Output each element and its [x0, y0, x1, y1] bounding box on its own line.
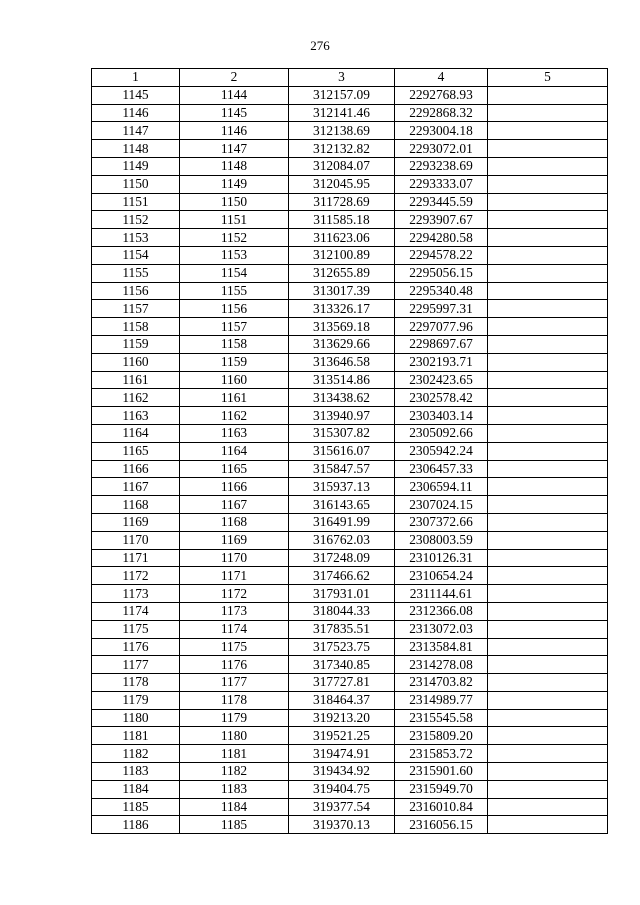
table-cell: 1164	[92, 424, 180, 442]
column-header: 4	[395, 69, 488, 87]
table-cell: 1145	[180, 104, 289, 122]
table-cell: 1163	[92, 407, 180, 425]
table-cell: 1156	[180, 300, 289, 318]
table-cell	[488, 585, 608, 603]
table-cell: 313438.62	[289, 389, 395, 407]
table-cell	[488, 602, 608, 620]
column-header: 1	[92, 69, 180, 87]
table-cell: 1181	[180, 745, 289, 763]
table-cell: 1179	[180, 709, 289, 727]
table-cell: 312132.82	[289, 140, 395, 158]
table-cell: 2311144.61	[395, 585, 488, 603]
table-cell	[488, 389, 608, 407]
table-cell: 1166	[92, 460, 180, 478]
table-cell	[488, 727, 608, 745]
table-row	[92, 389, 608, 407]
table-cell: 312138.69	[289, 122, 395, 140]
table-cell: 2307024.15	[395, 496, 488, 514]
table-cell: 1161	[180, 389, 289, 407]
table-cell: 2315545.58	[395, 709, 488, 727]
table-cell: 1170	[92, 531, 180, 549]
table-cell: 2293238.69	[395, 157, 488, 175]
table-cell: 316491.99	[289, 513, 395, 531]
table-cell: 2306457.33	[395, 460, 488, 478]
table-row	[92, 585, 608, 603]
table-cell: 2313584.81	[395, 638, 488, 656]
table-cell: 1146	[180, 122, 289, 140]
table-cell: 1155	[92, 264, 180, 282]
table-cell: 318464.37	[289, 691, 395, 709]
table-row	[92, 709, 608, 727]
table-row	[92, 460, 608, 478]
table-cell: 2302193.71	[395, 353, 488, 371]
table-cell	[488, 300, 608, 318]
table-cell: 319434.92	[289, 763, 395, 781]
table-cell: 315616.07	[289, 442, 395, 460]
table-cell: 2315901.60	[395, 763, 488, 781]
table-row	[92, 816, 608, 834]
table-row	[92, 638, 608, 656]
table-cell: 1170	[180, 549, 289, 567]
table-row	[92, 122, 608, 140]
table-cell: 2303403.14	[395, 407, 488, 425]
table-cell: 1148	[180, 157, 289, 175]
table-cell: 311585.18	[289, 211, 395, 229]
table-cell: 319213.20	[289, 709, 395, 727]
table-row	[92, 300, 608, 318]
table-cell: 1171	[180, 567, 289, 585]
table-cell: 316762.03	[289, 531, 395, 549]
table-cell	[488, 371, 608, 389]
table-cell: 1159	[92, 335, 180, 353]
table-cell	[488, 157, 608, 175]
table-cell	[488, 86, 608, 104]
table-cell: 1181	[92, 727, 180, 745]
table-cell: 2316056.15	[395, 816, 488, 834]
table-cell	[488, 140, 608, 158]
table-cell: 2293333.07	[395, 175, 488, 193]
table-cell: 1157	[92, 300, 180, 318]
table-row	[92, 674, 608, 692]
table-cell: 319404.75	[289, 780, 395, 798]
table-cell: 1153	[180, 246, 289, 264]
table-cell: 1144	[180, 86, 289, 104]
table-cell: 1175	[180, 638, 289, 656]
table-cell: 1161	[92, 371, 180, 389]
table-cell: 1184	[180, 798, 289, 816]
table-cell: 313326.17	[289, 300, 395, 318]
table-cell	[488, 549, 608, 567]
table-cell: 1185	[180, 816, 289, 834]
table-cell	[488, 709, 608, 727]
table-cell: 311623.06	[289, 229, 395, 247]
table-cell: 1147	[180, 140, 289, 158]
table-cell: 1174	[92, 602, 180, 620]
table-cell: 1152	[180, 229, 289, 247]
table-cell: 2298697.67	[395, 335, 488, 353]
table-row	[92, 157, 608, 175]
table-row	[92, 513, 608, 531]
table-cell: 317466.62	[289, 567, 395, 585]
table-cell: 1182	[180, 763, 289, 781]
table-cell: 1172	[92, 567, 180, 585]
table-cell: 1166	[180, 478, 289, 496]
table-cell: 1171	[92, 549, 180, 567]
table-cell: 1165	[92, 442, 180, 460]
table-cell: 1185	[92, 798, 180, 816]
table-cell: 313569.18	[289, 318, 395, 336]
table-cell: 2295056.15	[395, 264, 488, 282]
table-cell: 1186	[92, 816, 180, 834]
table-cell: 1176	[180, 656, 289, 674]
table-row	[92, 567, 608, 585]
table-cell: 317340.85	[289, 656, 395, 674]
table-cell: 2315949.70	[395, 780, 488, 798]
table-cell: 2294280.58	[395, 229, 488, 247]
table-cell	[488, 122, 608, 140]
table-row	[92, 602, 608, 620]
table-cell: 1160	[92, 353, 180, 371]
table-row	[92, 478, 608, 496]
table-row	[92, 531, 608, 549]
table-cell: 1151	[180, 211, 289, 229]
table-cell: 319521.25	[289, 727, 395, 745]
table-cell: 1145	[92, 86, 180, 104]
table-cell: 2314278.08	[395, 656, 488, 674]
table-cell	[488, 193, 608, 211]
table-cell	[488, 175, 608, 193]
table-cell: 2293072.01	[395, 140, 488, 158]
table-cell	[488, 531, 608, 549]
table-cell	[488, 104, 608, 122]
table-cell: 1180	[92, 709, 180, 727]
coordinates-table	[91, 68, 608, 834]
table-cell	[488, 763, 608, 781]
table-row	[92, 86, 608, 104]
table-cell	[488, 229, 608, 247]
table-cell: 318044.33	[289, 602, 395, 620]
table-cell	[488, 335, 608, 353]
table-cell: 1167	[92, 478, 180, 496]
table-cell	[488, 567, 608, 585]
table-cell: 1178	[180, 691, 289, 709]
table-cell: 2314989.77	[395, 691, 488, 709]
table-cell: 313017.39	[289, 282, 395, 300]
table-cell	[488, 353, 608, 371]
table-cell: 1174	[180, 620, 289, 638]
table-cell: 1155	[180, 282, 289, 300]
table-cell: 1147	[92, 122, 180, 140]
table-cell: 1150	[180, 193, 289, 211]
table-cell: 1160	[180, 371, 289, 389]
table-cell: 1165	[180, 460, 289, 478]
table-cell	[488, 638, 608, 656]
table-cell: 1183	[180, 780, 289, 798]
table-row	[92, 175, 608, 193]
table-cell: 2308003.59	[395, 531, 488, 549]
table-row	[92, 140, 608, 158]
table-cell: 312141.46	[289, 104, 395, 122]
table-cell	[488, 478, 608, 496]
table-cell: 1175	[92, 620, 180, 638]
table-cell	[488, 424, 608, 442]
column-header: 2	[180, 69, 289, 87]
table-cell: 2306594.11	[395, 478, 488, 496]
table-cell: 315847.57	[289, 460, 395, 478]
table-cell: 1163	[180, 424, 289, 442]
table-cell: 1154	[180, 264, 289, 282]
table-row	[92, 727, 608, 745]
table-cell: 2310654.24	[395, 567, 488, 585]
table-cell: 312157.09	[289, 86, 395, 104]
table-cell: 313514.86	[289, 371, 395, 389]
table-cell: 1167	[180, 496, 289, 514]
table-row	[92, 353, 608, 371]
table-cell	[488, 442, 608, 460]
table-cell	[488, 282, 608, 300]
table-cell: 312084.07	[289, 157, 395, 175]
table-cell: 1168	[92, 496, 180, 514]
table-cell: 313646.58	[289, 353, 395, 371]
table-cell: 319474.91	[289, 745, 395, 763]
table-cell: 312655.89	[289, 264, 395, 282]
table-cell: 1158	[92, 318, 180, 336]
table-cell: 2293907.67	[395, 211, 488, 229]
table-cell	[488, 496, 608, 514]
table-cell: 1177	[180, 674, 289, 692]
table-cell: 1169	[180, 531, 289, 549]
table-row	[92, 246, 608, 264]
table-cell: 1173	[92, 585, 180, 603]
table-cell: 2314703.82	[395, 674, 488, 692]
table-row	[92, 798, 608, 816]
table-row	[92, 424, 608, 442]
table-cell: 1162	[180, 407, 289, 425]
table-cell: 2302423.65	[395, 371, 488, 389]
table-cell	[488, 318, 608, 336]
table-row	[92, 335, 608, 353]
table-row	[92, 656, 608, 674]
table-cell: 2316010.84	[395, 798, 488, 816]
table-cell: 1154	[92, 246, 180, 264]
table-row	[92, 763, 608, 781]
table-cell	[488, 691, 608, 709]
table-cell: 1150	[92, 175, 180, 193]
table-row	[92, 211, 608, 229]
table-cell: 1153	[92, 229, 180, 247]
table-cell: 1177	[92, 656, 180, 674]
table-cell	[488, 656, 608, 674]
table-cell	[488, 264, 608, 282]
table-row	[92, 407, 608, 425]
table-cell: 1149	[92, 157, 180, 175]
table-cell	[488, 816, 608, 834]
table-row	[92, 496, 608, 514]
table-cell: 317931.01	[289, 585, 395, 603]
table-body	[92, 86, 608, 833]
table-cell: 316143.65	[289, 496, 395, 514]
column-header: 5	[488, 69, 608, 87]
table-cell: 2292768.93	[395, 86, 488, 104]
table-row	[92, 549, 608, 567]
table-cell: 1183	[92, 763, 180, 781]
table-cell: 317727.81	[289, 674, 395, 692]
table-cell	[488, 407, 608, 425]
table-cell: 1162	[92, 389, 180, 407]
table-row	[92, 318, 608, 336]
table-cell: 315937.13	[289, 478, 395, 496]
table-cell: 1157	[180, 318, 289, 336]
table-cell: 319370.13	[289, 816, 395, 834]
table-row	[92, 691, 608, 709]
table-cell: 2293445.59	[395, 193, 488, 211]
table-cell: 2305942.24	[395, 442, 488, 460]
table-row	[92, 371, 608, 389]
table-cell: 2302578.42	[395, 389, 488, 407]
table-cell: 317248.09	[289, 549, 395, 567]
table-cell: 1178	[92, 674, 180, 692]
table-cell: 1173	[180, 602, 289, 620]
table-cell: 315307.82	[289, 424, 395, 442]
table-cell: 319377.54	[289, 798, 395, 816]
table-row	[92, 104, 608, 122]
table-cell: 2312366.08	[395, 602, 488, 620]
table-row	[92, 282, 608, 300]
table-cell: 2295340.48	[395, 282, 488, 300]
table-cell	[488, 745, 608, 763]
table-cell: 2293004.18	[395, 122, 488, 140]
table-row	[92, 193, 608, 211]
table-cell	[488, 513, 608, 531]
table-cell: 1176	[92, 638, 180, 656]
table-cell	[488, 620, 608, 638]
table-cell: 1179	[92, 691, 180, 709]
table-cell: 2305092.66	[395, 424, 488, 442]
table-cell: 1156	[92, 282, 180, 300]
table-row	[92, 442, 608, 460]
page-number: 276	[310, 38, 330, 53]
table-cell: 2315853.72	[395, 745, 488, 763]
table-cell: 1169	[92, 513, 180, 531]
table-cell: 2294578.22	[395, 246, 488, 264]
table-cell: 311728.69	[289, 193, 395, 211]
table-cell: 2315809.20	[395, 727, 488, 745]
table-cell: 1172	[180, 585, 289, 603]
header-row	[92, 69, 608, 87]
table-cell: 2292868.32	[395, 104, 488, 122]
table-row	[92, 780, 608, 798]
table-row	[92, 620, 608, 638]
table-cell	[488, 674, 608, 692]
table-cell: 2297077.96	[395, 318, 488, 336]
table-cell: 2295997.31	[395, 300, 488, 318]
table-cell: 1148	[92, 140, 180, 158]
table-cell	[488, 798, 608, 816]
table-cell: 317835.51	[289, 620, 395, 638]
table-row	[92, 264, 608, 282]
table-cell: 1184	[92, 780, 180, 798]
table-cell: 1164	[180, 442, 289, 460]
table-cell: 1158	[180, 335, 289, 353]
table-cell: 313940.97	[289, 407, 395, 425]
table-row	[92, 229, 608, 247]
table-cell: 2313072.03	[395, 620, 488, 638]
table-cell	[488, 246, 608, 264]
table-cell: 317523.75	[289, 638, 395, 656]
table-cell: 1151	[92, 193, 180, 211]
table-cell: 312045.95	[289, 175, 395, 193]
table-cell: 1168	[180, 513, 289, 531]
table-cell: 1180	[180, 727, 289, 745]
table-cell	[488, 780, 608, 798]
table-cell: 312100.89	[289, 246, 395, 264]
table-cell: 1146	[92, 104, 180, 122]
table-cell	[488, 211, 608, 229]
table-cell: 2307372.66	[395, 513, 488, 531]
column-header: 3	[289, 69, 395, 87]
table-cell	[488, 460, 608, 478]
table-cell: 1149	[180, 175, 289, 193]
table-cell: 1182	[92, 745, 180, 763]
table-cell: 313629.66	[289, 335, 395, 353]
table-cell: 2310126.31	[395, 549, 488, 567]
table-row	[92, 745, 608, 763]
table-cell: 1159	[180, 353, 289, 371]
table-cell: 1152	[92, 211, 180, 229]
